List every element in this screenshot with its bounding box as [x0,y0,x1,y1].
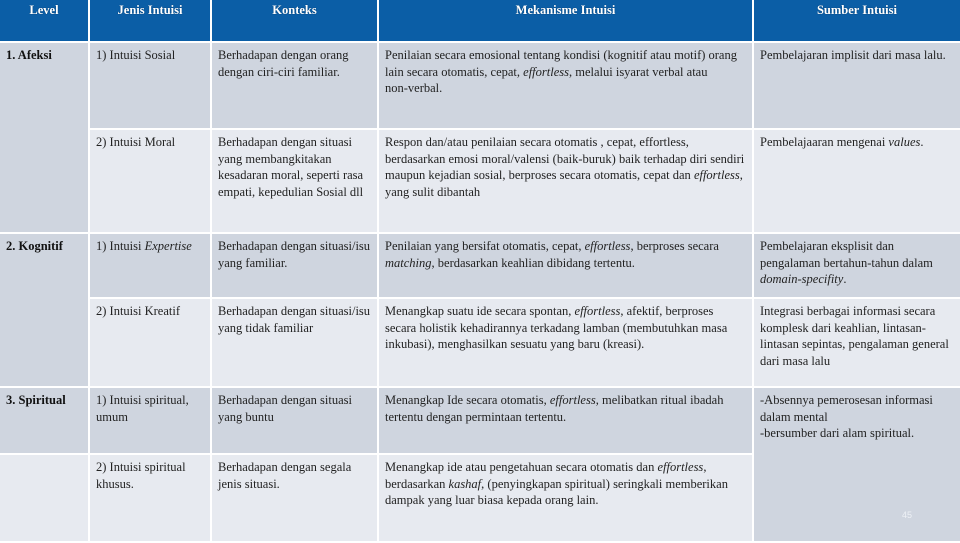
text: , (penyingkapan spiritual) seringkali memberikan dampak yang luar biasa kepada orang lain. [385,476,728,507]
text: , melibatkan ritual ibadah tertentu dengan permintaan tertentu. [385,393,724,424]
text: Respon dan/atau penilaian secara otomatis , cepat, effortless, berdasarkan emosi moral/valensi (baik-buruk) baik terhadap diri sendiri maupun kejadian sosial, berproses secara otomatis, cepat dan [385,135,745,182]
italic-term: domain-specifity [760,272,844,286]
italic-term: effortless [693,168,740,182]
jenis-cell [90,299,210,386]
text: . [920,135,924,149]
text: Berhadapan dengan situasi yang membangkitakan kesadaran moral, seperti rasa empati, kepedulian Sosial dll [218,135,364,199]
text: Penilaian secara emosional tentang kondisi (kognitif atau motif) orang lain secara otomatis, cepat, [385,48,737,79]
jenis-cell [90,130,210,232]
sumber-cell [754,130,960,232]
text: Berhadapan dengan situasi yang buntu [218,393,352,424]
text: Menangkap Ide secara otomatis, [385,393,550,407]
header-sumber: Sumber Intuisi [754,0,960,41]
text: non-verbal. [385,81,443,95]
text: Menangkap ide atau pengetahuan secara otomatis dan [385,460,658,474]
text: 2) Intuisi Moral [96,135,176,149]
konteks-cell [212,130,377,232]
text: 2) Intuisi Kreatif [96,304,181,318]
mekanisme-cell [379,388,752,453]
header-jenis: Jenis Intuisi [90,0,210,41]
sumber-cell [754,299,960,386]
text: 2. Kognitif [6,239,63,253]
text: Pembelajaran eksplisit dan pengalaman bertahun-tahun dalam [760,239,933,270]
jenis-cell [90,455,210,541]
header-row [0,0,960,41]
konteks-cell [212,234,377,297]
text: , afektif, berproses secara holistik kehadirannya terkadang lamban (membutuhkan masa inkubasi), menghasilkan sesuatu yang baru (kreasi). [385,304,728,351]
italic-term: effortless [574,304,621,318]
italic-term: effortless [523,64,569,79]
italic-term: effortless [549,393,596,407]
jenis-cell [90,234,210,297]
italic-term: Expertise [144,239,192,253]
sumber-cell [754,43,960,128]
page-number: 45 [901,509,912,520]
konteks-cell [212,455,377,541]
italic-term: effortless [657,460,704,474]
header-mekanisme: Mekanisme Intuisi [379,0,752,41]
mekanisme-cell [379,299,752,386]
text: , berdasarkan [385,460,707,491]
jenis-cell [90,388,210,453]
text: , yang sulit dibantah [385,168,743,199]
text: Berhadapan dengan segala jenis situasi. [218,460,352,491]
text: Pembelajaran implisit dari masa lalu. [760,48,946,62]
level-cell-empty [0,455,88,541]
text: 1) Intuisi [96,239,145,253]
text: 3. Spiritual [6,393,66,407]
text: 1) Intuisi spiritual, umum [96,393,189,424]
level-cell [0,43,88,232]
mekanisme-cell [379,130,752,232]
italic-term: kashaf [448,476,482,491]
mekanisme-cell [379,43,752,128]
text: 1. Afeksi [6,48,52,62]
jenis-cell [90,43,210,128]
text: 2) Intuisi spiritual khusus. [96,460,186,491]
table-row [0,130,960,232]
text: Berhadapan dengan situasi/isu yang tidak familiar [218,304,371,335]
text: . [843,272,847,286]
level-cell [0,234,88,386]
mekanisme-cell [379,234,752,297]
header-level: Level [0,0,88,41]
text: -Absennya pemerosesan informasi dalam mental [760,393,933,424]
text: Menangkap suatu ide secara spontan, [385,304,575,318]
level-cell [0,388,88,453]
konteks-cell [212,388,377,453]
text: Pembelajaaran mengenai [760,135,889,149]
text: Penilaian yang bersifat otomatis, cepat, [385,239,585,253]
mekanisme-cell [379,455,752,541]
text: 1) Intuisi Sosial [96,48,176,62]
sumber-cell [754,388,960,541]
konteks-cell [212,43,377,128]
text: , berdasarkan keahlian dibidang tertentu. [431,255,635,270]
text: , melalui isyarat verbal atau [568,64,708,79]
italic-term: effortless [584,239,631,253]
text: Berhadapan dengan orang dengan ciri-ciri familiar. [218,48,349,79]
sumber-cell [754,234,960,297]
text: Integrasi berbagai informasi secara komplesk dari keahlian, lintasan-lintasan sepintas, pengalaman general dari masa lalu [760,304,949,368]
text: -bersumber dari alam spiritual. [760,426,915,440]
text: Berhadapan dengan situasi/isu yang familiar. [218,239,371,270]
konteks-cell [212,299,377,386]
table-row [0,234,960,297]
italic-term: values [888,135,921,149]
table-row [0,43,960,128]
italic-term: matching [385,255,432,270]
table-row [0,299,960,386]
header-konteks: Konteks [212,0,377,41]
text: , berproses secara [630,239,719,253]
table-row [0,388,960,453]
